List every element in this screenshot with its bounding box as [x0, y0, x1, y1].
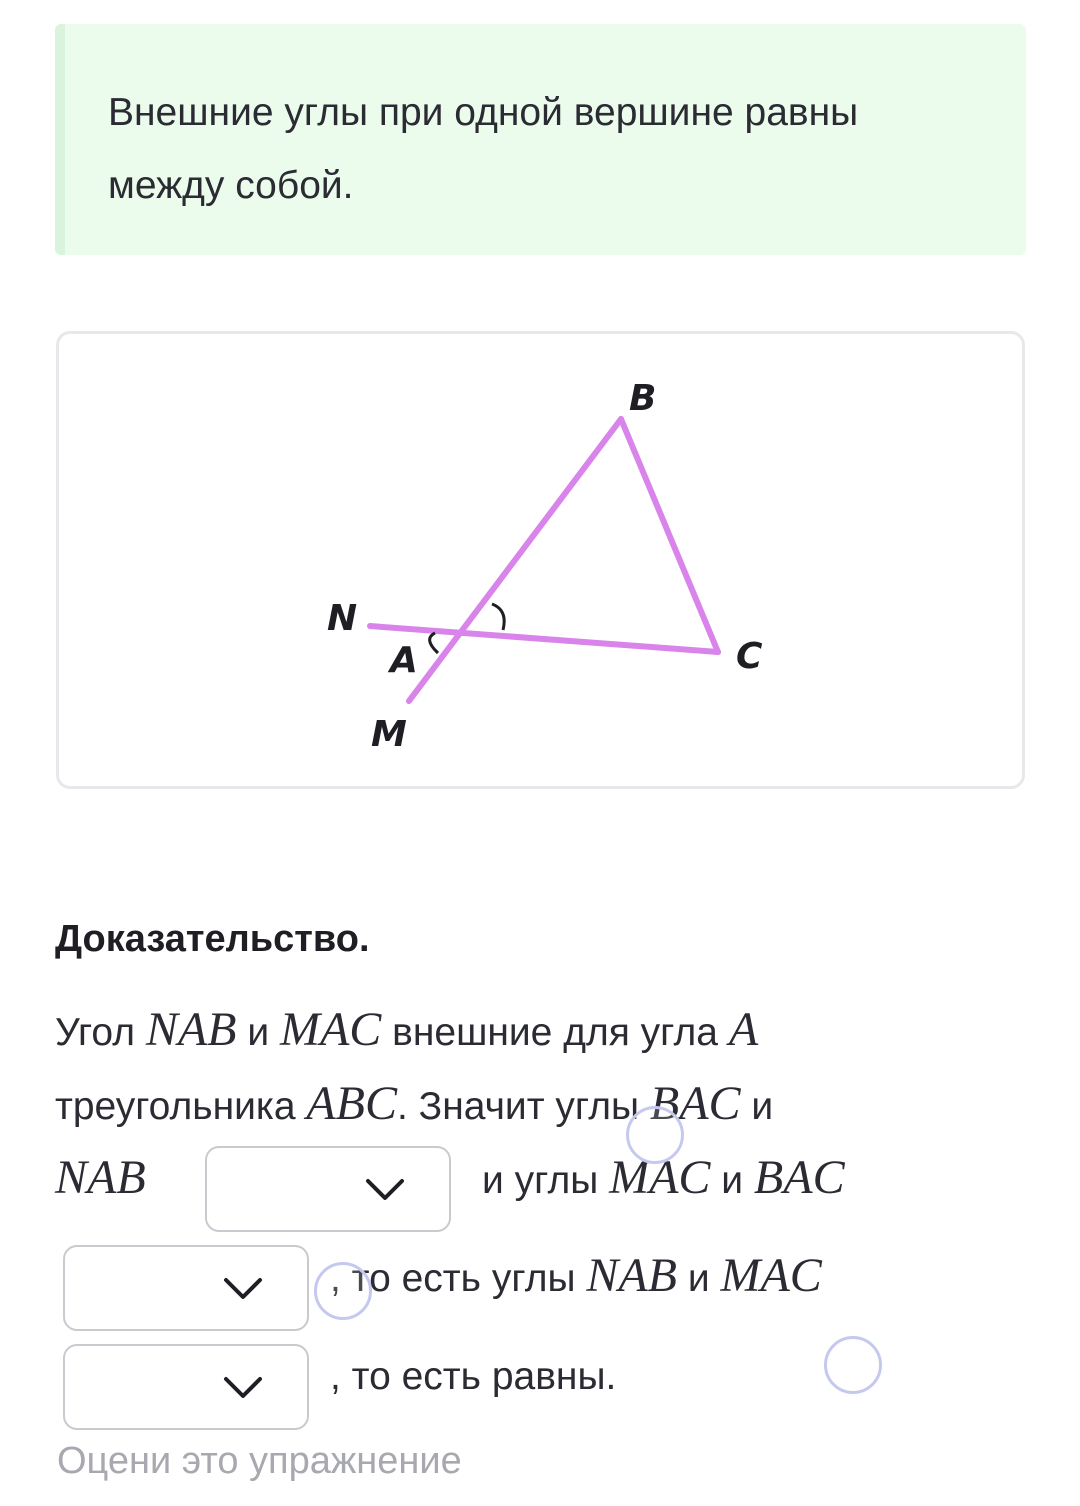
proof-line-3a — [55, 1150, 146, 1205]
math-BAC: BAC — [649, 1077, 741, 1130]
segment-MB — [409, 419, 621, 701]
segment-BC — [621, 419, 718, 652]
point-label-B: B — [629, 378, 657, 419]
math-ABC: ABC — [306, 1077, 398, 1130]
proof-text: и — [740, 1085, 774, 1128]
statement-text — [108, 76, 1008, 222]
point-label-M: M — [371, 714, 407, 755]
rate-exercise-link[interactable]: Оцени это упражнение — [57, 1440, 462, 1482]
chevron-down-icon — [223, 1376, 263, 1400]
statement-line-2: между собой. — [108, 164, 354, 207]
answer-dropdown-3[interactable] — [63, 1344, 309, 1430]
proof-text: , то есть углы — [330, 1257, 587, 1300]
touch-indicator-icon — [824, 1336, 882, 1394]
proof-text: и — [676, 1257, 721, 1300]
chevron-down-icon — [365, 1178, 405, 1202]
proof-line-4 — [330, 1248, 822, 1303]
math-NAB: NAB — [145, 1003, 237, 1056]
triangle-diagram — [59, 334, 1028, 792]
proof-text: внешние для угла — [381, 1011, 729, 1054]
angle-arc-NAM — [430, 633, 438, 653]
chevron-down-icon — [223, 1277, 263, 1301]
theorem-statement — [55, 24, 1026, 255]
point-label-N: N — [327, 598, 358, 639]
angle-arc-BAC — [492, 604, 504, 630]
proof-text: Угол — [55, 1011, 146, 1054]
touch-indicator-icon — [314, 1262, 372, 1320]
math-BAC: BAC — [753, 1151, 845, 1204]
math-MAC: MAC — [279, 1003, 382, 1056]
math-A: A — [728, 1003, 759, 1056]
answer-dropdown-2[interactable] — [63, 1245, 309, 1331]
triangle-figure — [56, 331, 1025, 789]
proof-text: и углы — [482, 1159, 610, 1202]
proof-text: треугольника — [55, 1085, 307, 1128]
math-MAC: MAC — [609, 1151, 711, 1204]
proof-text: . Значит углы — [397, 1085, 650, 1128]
proof-text: и — [710, 1159, 754, 1202]
proof-line-1 — [55, 1002, 758, 1057]
point-label-A: A — [390, 640, 418, 681]
statement-line-1: Внешние углы при одной вершине равны — [108, 91, 859, 134]
proof-text: и — [236, 1011, 280, 1054]
proof-text: , то есть равны. — [330, 1355, 617, 1398]
proof-title: Доказательство. — [55, 918, 370, 960]
math-MAC: MAC — [720, 1249, 822, 1302]
touch-indicator-icon — [626, 1106, 684, 1164]
math-NAB: NAB — [586, 1249, 677, 1302]
answer-dropdown-1[interactable] — [205, 1146, 451, 1232]
math-NAB: NAB — [55, 1151, 146, 1204]
point-label-C: C — [736, 636, 763, 677]
proof-line-5 — [330, 1355, 616, 1399]
segment-NC — [370, 626, 718, 652]
